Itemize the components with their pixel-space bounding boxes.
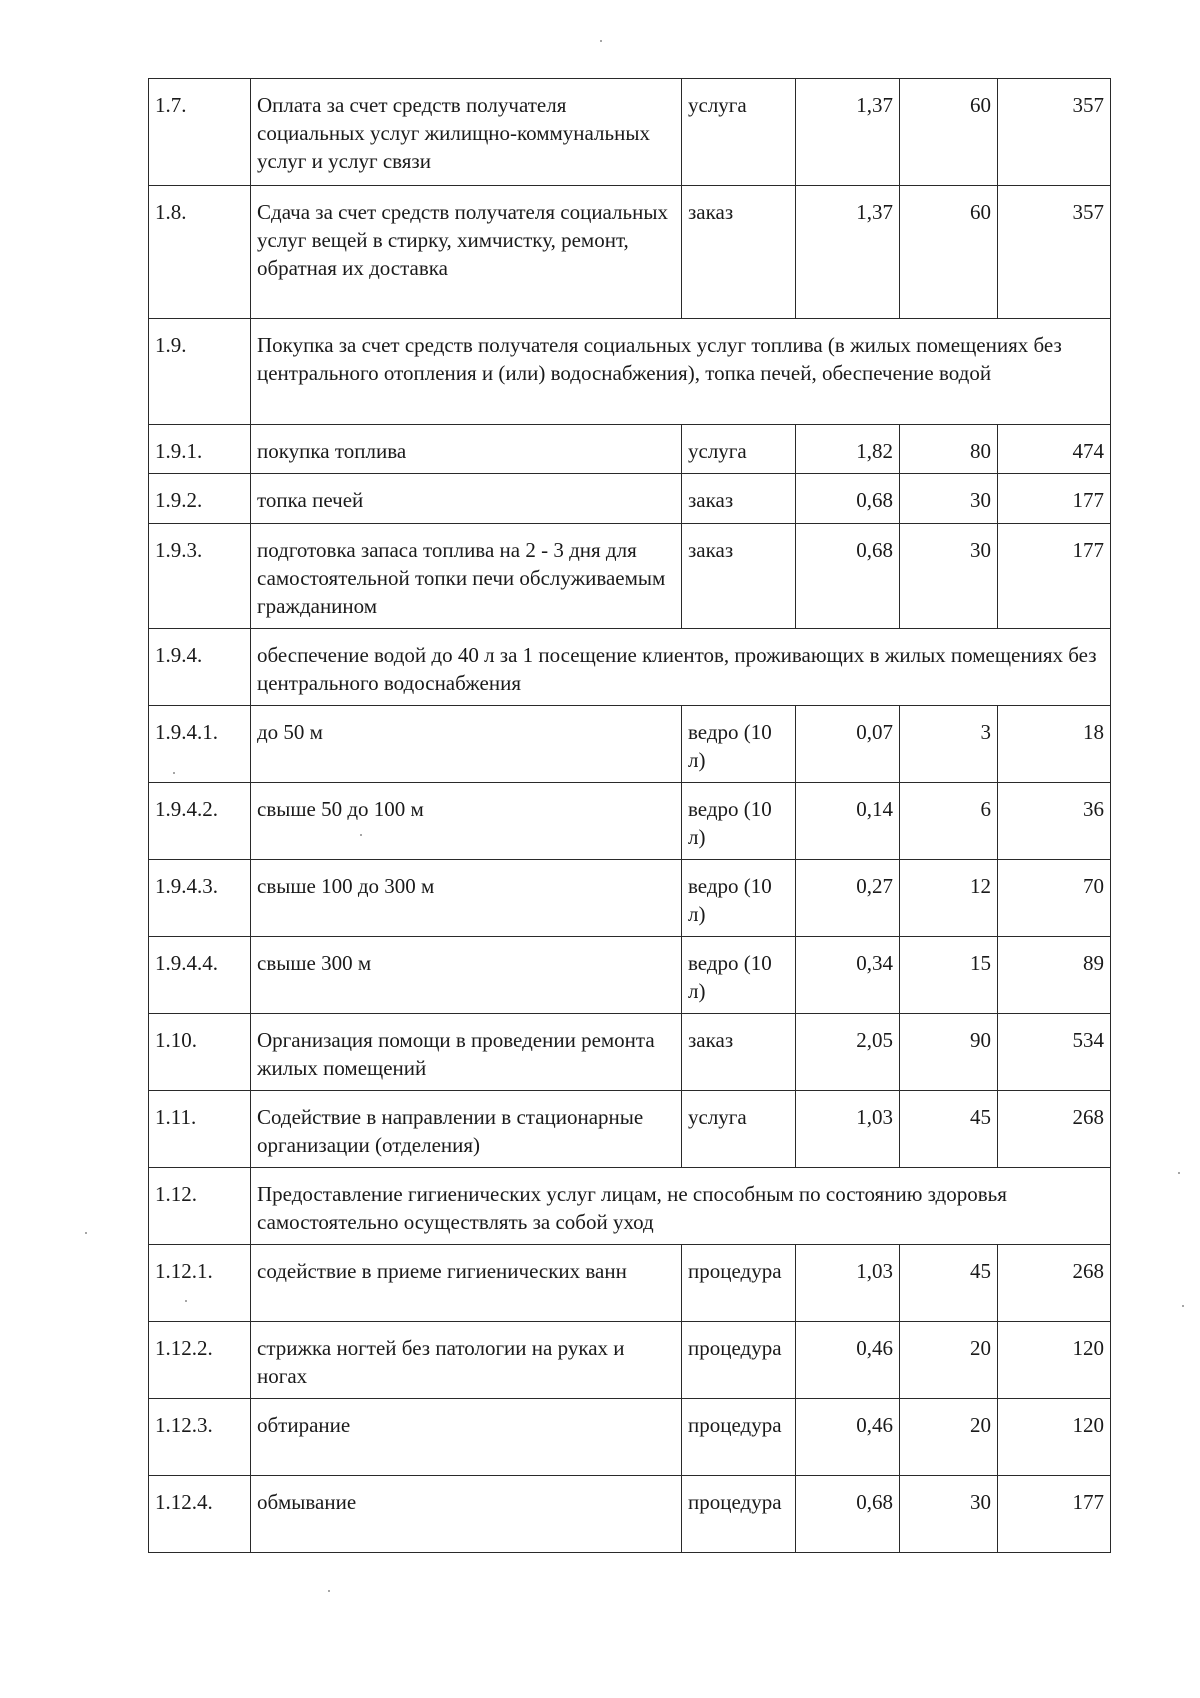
unit-of-measure: ведро (10 л) bbox=[682, 783, 796, 860]
scan-speck bbox=[1182, 1305, 1184, 1307]
coefficient-value: 0,68 bbox=[796, 1476, 900, 1553]
coefficient-value: 1,03 bbox=[796, 1245, 900, 1322]
table-row bbox=[149, 706, 1111, 783]
unit-of-measure: ведро (10 л) bbox=[682, 860, 796, 937]
row-number: 1.10. bbox=[149, 1014, 251, 1091]
unit-of-measure: услуга bbox=[682, 1091, 796, 1168]
cost-value: 36 bbox=[998, 783, 1111, 860]
unit-of-measure: услуга bbox=[682, 425, 796, 474]
service-name: подготовка запаса топлива на 2 - 3 дня для самостоятельной топки печи обслуживаемым гражданином bbox=[251, 524, 682, 629]
scan-speck bbox=[173, 772, 175, 774]
time-value: 30 bbox=[900, 524, 998, 629]
row-number: 1.9.4.2. bbox=[149, 783, 251, 860]
table-row bbox=[149, 783, 1111, 860]
unit-of-measure: заказ bbox=[682, 1014, 796, 1091]
scan-speck bbox=[1178, 1172, 1180, 1174]
service-name: свыше 100 до 300 м bbox=[251, 860, 682, 937]
time-value: 60 bbox=[900, 186, 998, 319]
row-number: 1.12.1. bbox=[149, 1245, 251, 1322]
service-name: свыше 50 до 100 м bbox=[251, 783, 682, 860]
time-value: 3 bbox=[900, 706, 998, 783]
time-value: 80 bbox=[900, 425, 998, 474]
table-row bbox=[149, 937, 1111, 1014]
coefficient-value: 1,37 bbox=[796, 186, 900, 319]
coefficient-value: 0,27 bbox=[796, 860, 900, 937]
table-row bbox=[149, 1399, 1111, 1476]
row-number: 1.12. bbox=[149, 1168, 251, 1245]
table-row bbox=[149, 1014, 1111, 1091]
coefficient-value: 0,34 bbox=[796, 937, 900, 1014]
section-heading: обеспечение водой до 40 л за 1 посещение клиентов, проживающих в жилых помещениях без центрального водоснабжения bbox=[251, 629, 1111, 706]
table-row bbox=[149, 319, 1111, 425]
cost-value: 120 bbox=[998, 1322, 1111, 1399]
services-price-table bbox=[148, 78, 1111, 1553]
time-value: 15 bbox=[900, 937, 998, 1014]
table-row bbox=[149, 1322, 1111, 1399]
table-row bbox=[149, 1245, 1111, 1322]
table-row bbox=[149, 425, 1111, 474]
service-name: покупка топлива bbox=[251, 425, 682, 474]
cost-value: 268 bbox=[998, 1245, 1111, 1322]
cost-value: 70 bbox=[998, 860, 1111, 937]
coefficient-value: 0,46 bbox=[796, 1399, 900, 1476]
service-name: Содействие в направлении в стационарные организации (отделения) bbox=[251, 1091, 682, 1168]
cost-value: 474 bbox=[998, 425, 1111, 474]
scan-speck bbox=[185, 1300, 187, 1302]
table-row bbox=[149, 79, 1111, 186]
cost-value: 120 bbox=[998, 1399, 1111, 1476]
cost-value: 357 bbox=[998, 186, 1111, 319]
section-heading: Предоставление гигиенических услуг лицам, не способным по состоянию здоровья самостоятельно осуществлять за собой уход bbox=[251, 1168, 1111, 1245]
time-value: 12 bbox=[900, 860, 998, 937]
row-number: 1.9.4.1. bbox=[149, 706, 251, 783]
unit-of-measure: процедура bbox=[682, 1322, 796, 1399]
coefficient-value: 0,46 bbox=[796, 1322, 900, 1399]
unit-of-measure: заказ bbox=[682, 524, 796, 629]
unit-of-measure: ведро (10 л) bbox=[682, 706, 796, 783]
service-name: обмывание bbox=[251, 1476, 682, 1553]
row-number: 1.12.2. bbox=[149, 1322, 251, 1399]
cost-value: 177 bbox=[998, 474, 1111, 524]
coefficient-value: 0,14 bbox=[796, 783, 900, 860]
cost-value: 177 bbox=[998, 1476, 1111, 1553]
coefficient-value: 1,82 bbox=[796, 425, 900, 474]
row-number: 1.9.4. bbox=[149, 629, 251, 706]
row-number: 1.9.4.4. bbox=[149, 937, 251, 1014]
unit-of-measure: процедура bbox=[682, 1399, 796, 1476]
service-name: обтирание bbox=[251, 1399, 682, 1476]
table-row bbox=[149, 474, 1111, 524]
unit-of-measure: процедура bbox=[682, 1245, 796, 1322]
time-value: 20 bbox=[900, 1399, 998, 1476]
row-number: 1.9.4.3. bbox=[149, 860, 251, 937]
cost-value: 89 bbox=[998, 937, 1111, 1014]
service-name: содействие в приеме гигиенических ванн bbox=[251, 1245, 682, 1322]
time-value: 30 bbox=[900, 474, 998, 524]
unit-of-measure: заказ bbox=[682, 186, 796, 319]
row-number: 1.9.3. bbox=[149, 524, 251, 629]
scan-speck bbox=[600, 40, 602, 42]
row-number: 1.9.2. bbox=[149, 474, 251, 524]
row-number: 1.12.3. bbox=[149, 1399, 251, 1476]
scan-speck bbox=[360, 834, 362, 836]
time-value: 6 bbox=[900, 783, 998, 860]
service-name: свыше 300 м bbox=[251, 937, 682, 1014]
coefficient-value: 0,68 bbox=[796, 524, 900, 629]
table-row bbox=[149, 524, 1111, 629]
cost-value: 18 bbox=[998, 706, 1111, 783]
coefficient-value: 1,37 bbox=[796, 79, 900, 186]
table-row bbox=[149, 186, 1111, 319]
service-name: топка печей bbox=[251, 474, 682, 524]
time-value: 60 bbox=[900, 79, 998, 186]
time-value: 90 bbox=[900, 1014, 998, 1091]
coefficient-value: 0,68 bbox=[796, 474, 900, 524]
row-number: 1.7. bbox=[149, 79, 251, 186]
row-number: 1.11. bbox=[149, 1091, 251, 1168]
table-row bbox=[149, 1091, 1111, 1168]
cost-value: 534 bbox=[998, 1014, 1111, 1091]
cost-value: 357 bbox=[998, 79, 1111, 186]
unit-of-measure: процедура bbox=[682, 1476, 796, 1553]
service-name: Оплата за счет средств получателя социальных услуг жилищно-коммунальных услуг и услуг связи bbox=[251, 79, 682, 186]
unit-of-measure: заказ bbox=[682, 474, 796, 524]
coefficient-value: 2,05 bbox=[796, 1014, 900, 1091]
table-row bbox=[149, 860, 1111, 937]
time-value: 30 bbox=[900, 1476, 998, 1553]
service-name: стрижка ногтей без патологии на руках и ногах bbox=[251, 1322, 682, 1399]
row-number: 1.12.4. bbox=[149, 1476, 251, 1553]
table-row bbox=[149, 1168, 1111, 1245]
coefficient-value: 1,03 bbox=[796, 1091, 900, 1168]
table-row bbox=[149, 629, 1111, 706]
service-name: Сдача за счет средств получателя социальных услуг вещей в стирку, химчистку, ремонт, обратная их доставка bbox=[251, 186, 682, 319]
service-name: до 50 м bbox=[251, 706, 682, 783]
time-value: 45 bbox=[900, 1091, 998, 1168]
row-number: 1.9. bbox=[149, 319, 251, 425]
scan-speck bbox=[85, 1232, 87, 1234]
table-row bbox=[149, 1476, 1111, 1553]
cost-value: 177 bbox=[998, 524, 1111, 629]
unit-of-measure: ведро (10 л) bbox=[682, 937, 796, 1014]
scan-speck bbox=[328, 1590, 330, 1592]
unit-of-measure: услуга bbox=[682, 79, 796, 186]
coefficient-value: 0,07 bbox=[796, 706, 900, 783]
row-number: 1.9.1. bbox=[149, 425, 251, 474]
time-value: 20 bbox=[900, 1322, 998, 1399]
section-heading: Покупка за счет средств получателя социальных услуг топлива (в жилых помещениях без центрального отопления и (или) водоснабжения), топка печей, обеспечение водой bbox=[251, 319, 1111, 425]
time-value: 45 bbox=[900, 1245, 998, 1322]
cost-value: 268 bbox=[998, 1091, 1111, 1168]
row-number: 1.8. bbox=[149, 186, 251, 319]
service-name: Организация помощи в проведении ремонта жилых помещений bbox=[251, 1014, 682, 1091]
